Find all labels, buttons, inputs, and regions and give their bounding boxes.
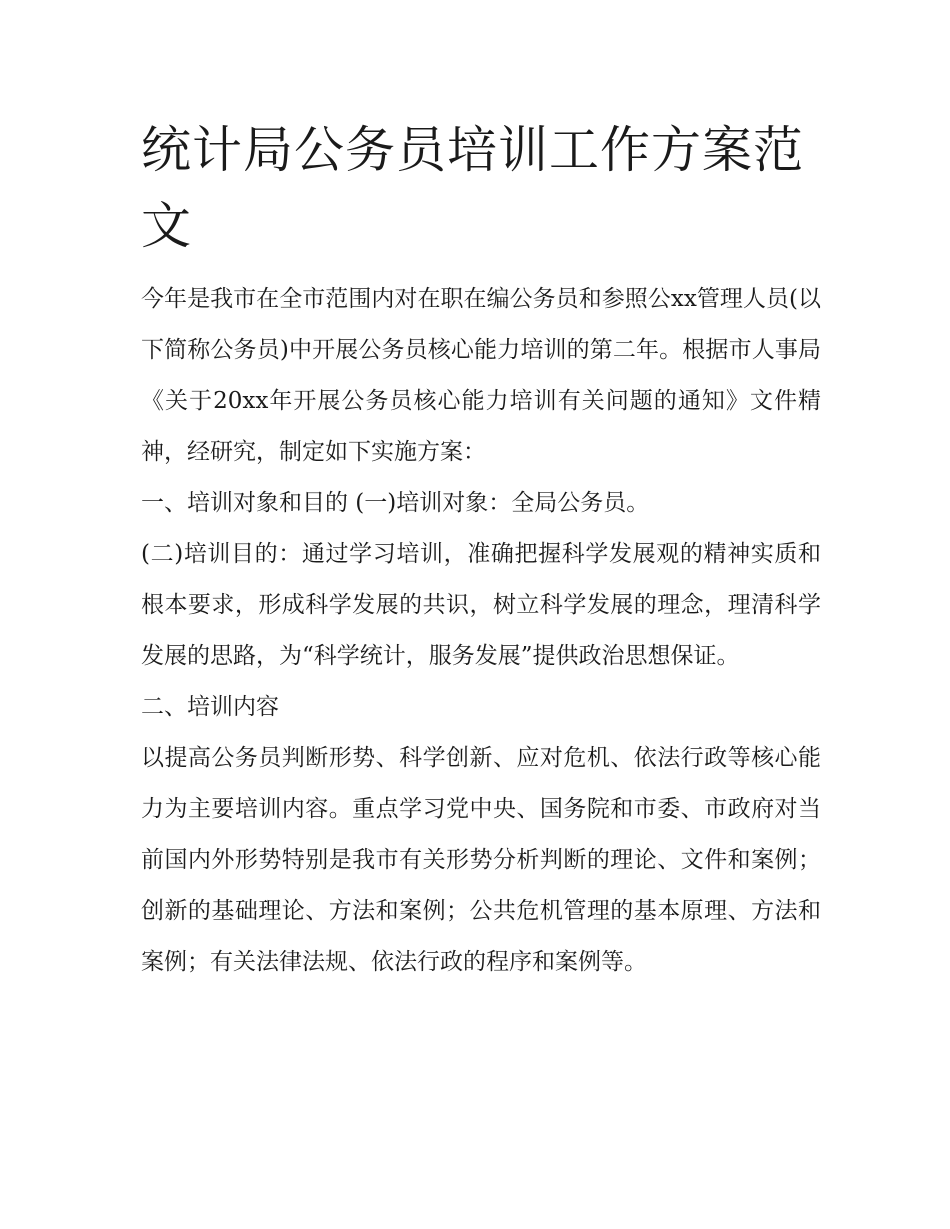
document-title: 统计局公务员培训工作方案范文 [141, 121, 804, 255]
paragraph-intro: 今年是我市在全市范围内对在职在编公务员和参照公xx管理人员(以下简称公务员)中开展公务员核心能力培训的第二年。根据市人事局《关于20xx年开展公务员核心能力培训有关问题的通知》文件精神，经研究，制定如下实施方案： [141, 286, 821, 465]
paragraph-training-goal: (二)培训目的：通过学习培训，准确把握科学发展观的精神实质和根本要求，形成科学发展的共识，树立科学发展的理念，理清科学发展的思路，为“科学统计，服务发展”提供政治思想保证。 [141, 541, 821, 669]
paragraph-training-content: 以提高公务员判断形势、科学创新、应对危机、依法行政等核心能力为主要培训内容。重点学习党中央、国务院和市委、市政府对当前国内外形势特别是我市有关形势分析判断的理论、文件和案例；创新的基础理论、方法和案例；公共危机管理的基本原理、方法和案例；有关法律法规、依法行政的程序和案例等。 [141, 745, 821, 975]
document-page [141, 112, 821, 988]
paragraph-section-2: 二、培训内容 [141, 694, 279, 720]
paragraph-section-1: 一、培训对象和目的 (一)培训对象：全局公务员。 [141, 490, 650, 516]
